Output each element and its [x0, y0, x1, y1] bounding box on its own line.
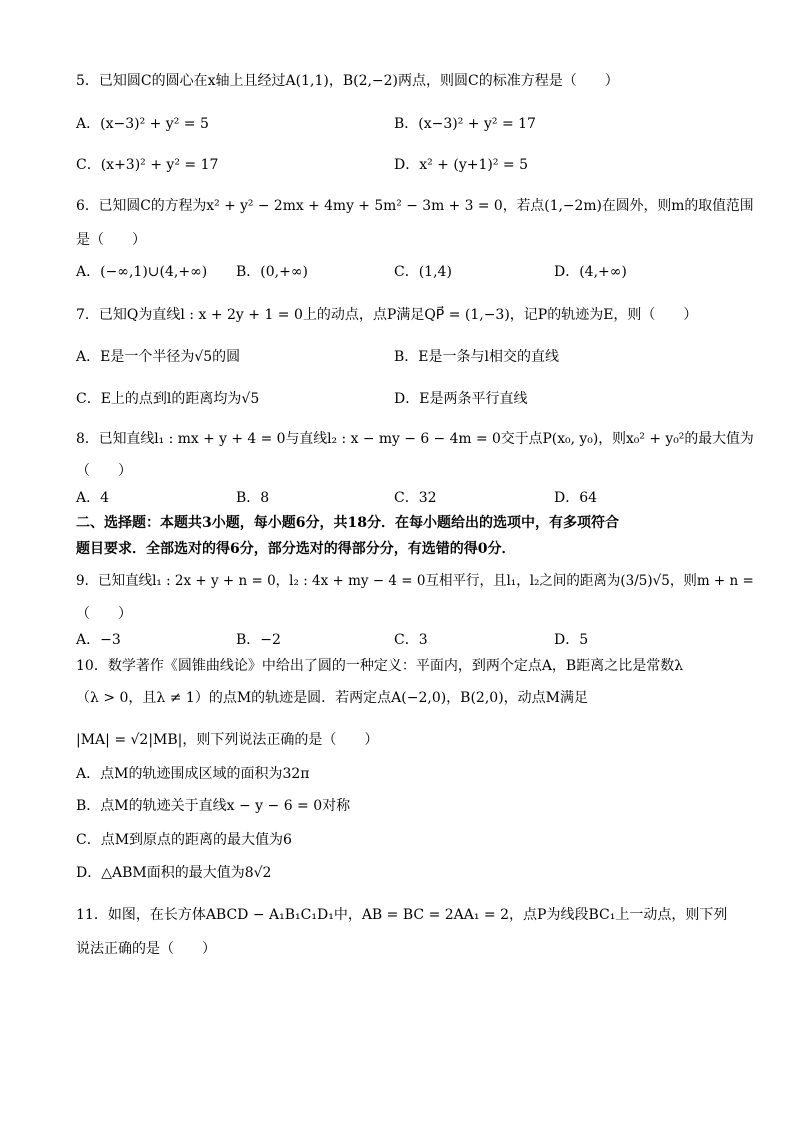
question-8-stem-line1: 8．已知直线l₁ : mx + y + 4 = 0与直线l₂ : x − my − 6 − 4m = 0交于点P(x₀, y₀)，则x₀² + y₀²的最大值为: [76, 431, 754, 447]
question-11-stem-line1: 11．如图，在长方体ABCD − A₁B₁C₁D₁中，AB = BC = 2AA₁ = 2，点P为线段BC₁上一动点，则下列: [76, 907, 728, 923]
question-5-option-b: B．(x−3)² + y² = 17: [394, 116, 536, 132]
question-10-stem-line1: 10．数学著作《圆锥曲线论》中给出了圆的一种定义：平面内，到两个定点A，B距离之比是常数λ: [76, 658, 684, 674]
question-6-option-a: A．(−∞,1)∪(4,+∞): [76, 264, 208, 280]
question-9-option-d: D．5: [554, 632, 589, 648]
question-10-option-b: B．点M的轨迹关于直线x − y − 6 = 0对称: [76, 798, 351, 814]
question-6-stem-line1: 6．已知圆C的方程为x² + y² − 2mx + 4my + 5m² − 3m + 3 = 0，若点(1,−2m)在圆外，则m的取值范围: [76, 198, 754, 214]
question-10-stem-line3: |MA| = √2|MB|，则下列说法正确的是（ ）: [76, 732, 379, 748]
question-7-option-b: B．E是一条与l相交的直线: [394, 349, 559, 365]
question-8-option-b: B．8: [236, 490, 270, 506]
question-10-option-c: C．点M到原点的距离的最大值为6: [76, 832, 292, 848]
question-9-stem-line2: （ ）: [76, 606, 132, 622]
question-7-stem: 7．已知Q为直线l : x + 2y + 1 = 0上的动点，点P满足QP⃗ = (1,−3)，记P的轨迹为E，则（ ）: [76, 307, 698, 323]
section-2-heading-line1: 二、选择题：本题共3小题，每小题6分，共18分．在每小题给出的选项中，有多项符合: [76, 515, 619, 531]
question-5-option-c: C．(x+3)² + y² = 17: [76, 157, 219, 173]
question-9-option-c: C．3: [394, 632, 428, 648]
question-8-option-c: C．32: [394, 490, 437, 506]
question-9-option-a: A．−3: [76, 632, 121, 648]
question-10-stem-line2: （λ > 0，且λ ≠ 1）的点M的轨迹是圆．若两定点A(−2,0)，B(2,0)，动点M满足: [76, 690, 588, 706]
question-5-option-d: D．x² + (y+1)² = 5: [394, 157, 528, 173]
question-6-option-c: C．(1,4): [394, 264, 452, 280]
question-5-stem: 5．已知圆C的圆心在x轴上且经过A(1,1)，B(2,−2)两点，则圆C的标准方程是（ ）: [76, 73, 619, 89]
question-8-option-d: D．64: [554, 490, 598, 506]
question-7-option-c: C．E上的点到l的距离均为√5: [76, 391, 260, 407]
question-10-option-a: A．点M的轨迹围成区域的面积为32π: [76, 766, 310, 782]
question-6-stem-line2: 是（ ）: [76, 232, 146, 248]
question-7-option-d: D．E是两条平行直线: [394, 391, 528, 407]
section-2-heading-line2: 题目要求．全部选对的得6分，部分选对的得部分分，有选错的得0分．: [76, 541, 516, 557]
question-7-option-a: A．E是一个半径为√5的圆: [76, 349, 241, 365]
question-6-option-d: D．(4,+∞): [554, 264, 627, 280]
question-6-option-b: B．(0,+∞): [236, 264, 308, 280]
question-11-stem-line2: 说法正确的是（ ）: [76, 941, 216, 957]
question-9-option-b: B．−2: [236, 632, 281, 648]
question-8-option-a: A．4: [76, 490, 110, 506]
question-10-option-d: D．△ABM面积的最大值为8√2: [76, 865, 272, 881]
question-8-stem-line2: （ ）: [76, 463, 132, 479]
question-9-stem-line1: 9．已知直线l₁ : 2x + y + n = 0，l₂ : 4x + my − 4 = 0互相平行，且l₁，l₂之间的距离为(3/5)√5，则m + n =: [76, 573, 754, 589]
question-5-option-a: A．(x−3)² + y² = 5: [76, 116, 209, 132]
